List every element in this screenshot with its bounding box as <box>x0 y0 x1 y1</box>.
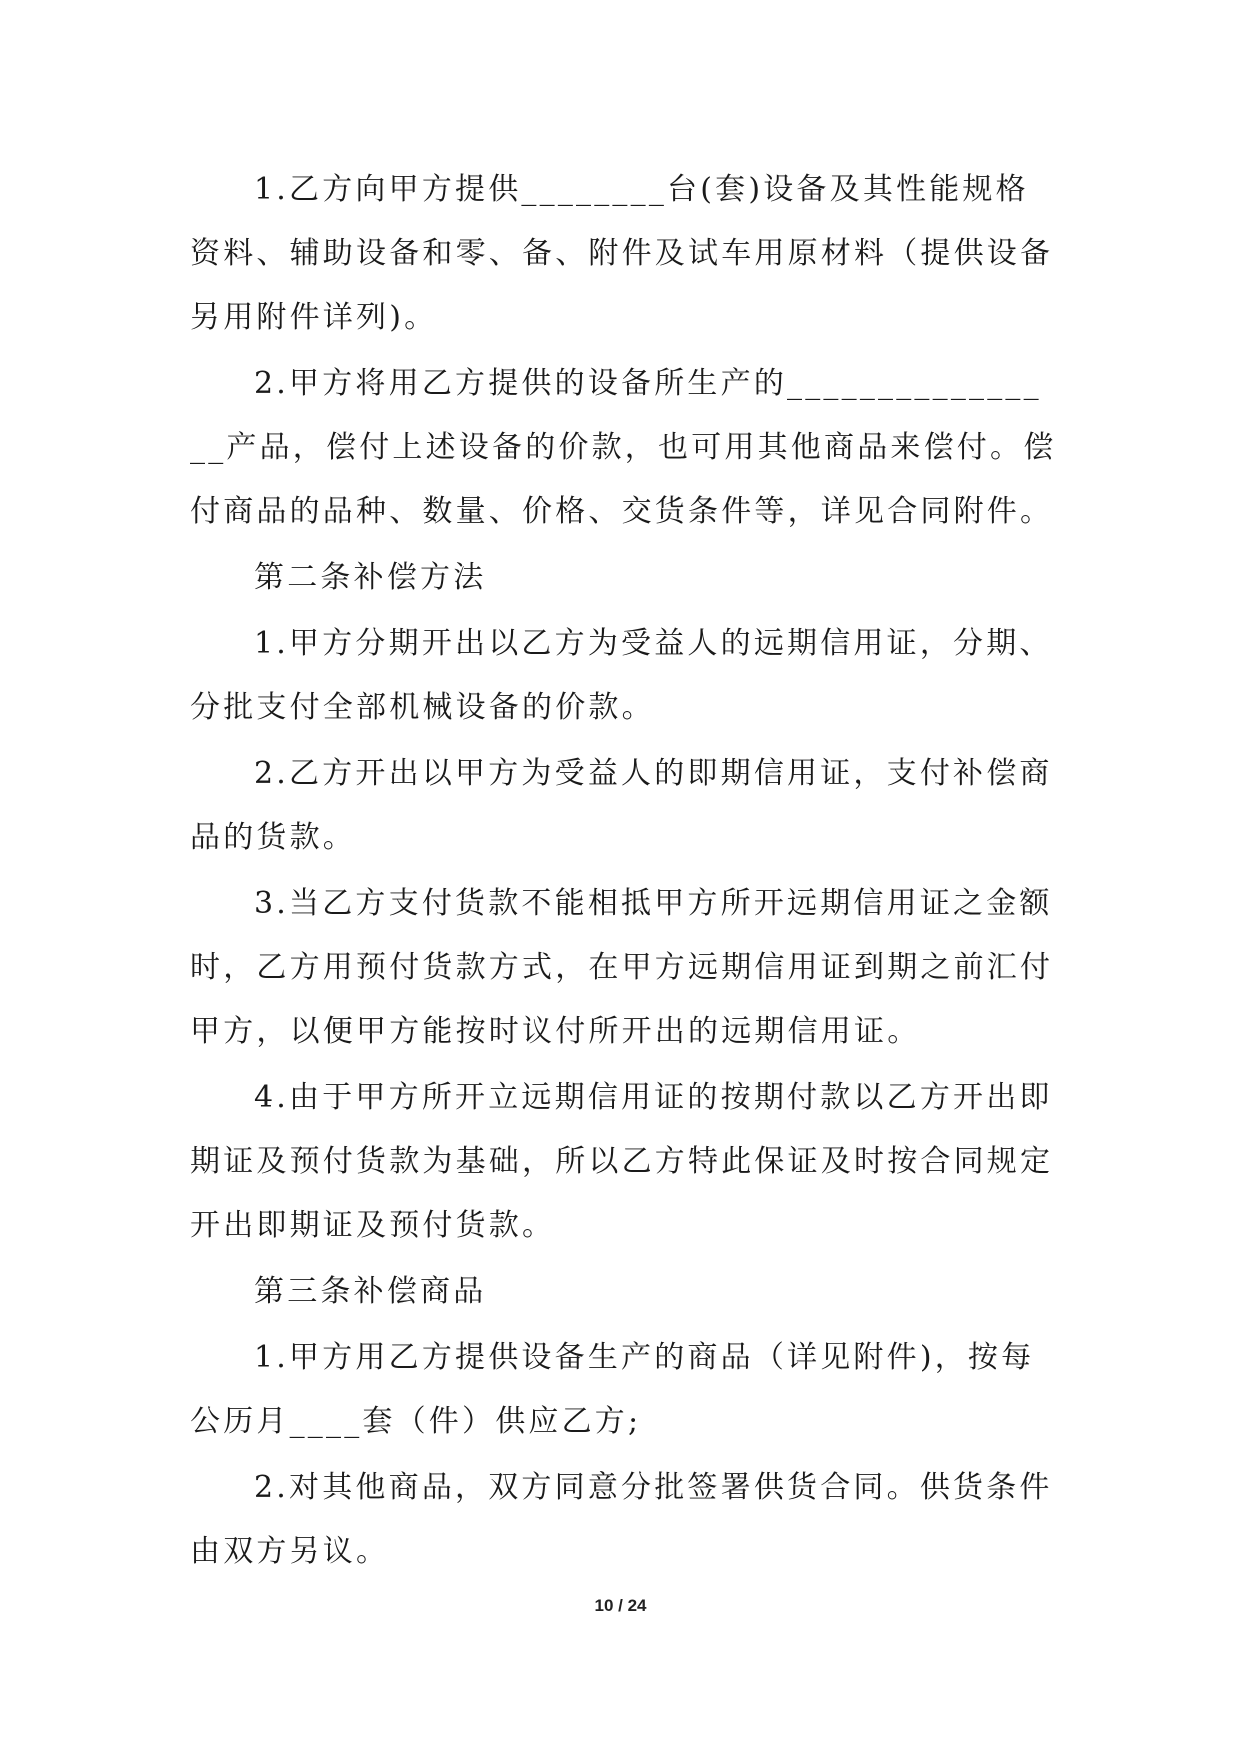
clause-paragraph: 2.乙方开出以甲方为受益人的即期信用证，支付补偿商品的货款。 <box>190 756 1053 855</box>
clause-paragraph: 2.对其他商品，双方同意分批签署供货合同。供货条件由双方另议。 <box>190 1470 1053 1569</box>
clause-paragraph: 4.由于甲方所开立远期信用证的按期付款以乙方开出即期证及预付货款为基础，所以乙方特此保证及时按合同规定开出即期证及预付货款。 <box>190 1080 1054 1243</box>
clause-paragraph: 2.甲方将用乙方提供的设备所生产的________________产品，偿付上述设备的价款，也可用其他商品来偿付。偿付商品的品种、数量、价格、交货条件等，详见合同附件。 <box>190 366 1057 529</box>
clause-paragraph: 1.甲方用乙方提供设备生产的商品（详见附件)，按每公历月____套（件）供应乙方; <box>190 1340 1035 1439</box>
clause-paragraph: 1.乙方向甲方提供________台(套)设备及其性能规格资料、辅助设备和零、备、附件及试车用原材料（提供设备另用附件详列)。 <box>190 172 1054 335</box>
clause-paragraph: 1.甲方分期开出以乙方为受益人的远期信用证，分期、分批支付全部机械设备的价款。 <box>190 626 1053 725</box>
clause-paragraph: 3.当乙方支付货款不能相抵甲方所开远期信用证之金额时，乙方用预付货款方式，在甲方远期信用证到期之前汇付甲方，以便甲方能按时议付所开出的远期信用证。 <box>190 886 1054 1049</box>
section-heading: 第二条补偿方法 <box>254 560 487 595</box>
document-body <box>190 158 1060 1586</box>
page-number: 10 / 24 <box>594 1596 647 1615</box>
section-heading: 第三条补偿商品 <box>254 1274 487 1309</box>
